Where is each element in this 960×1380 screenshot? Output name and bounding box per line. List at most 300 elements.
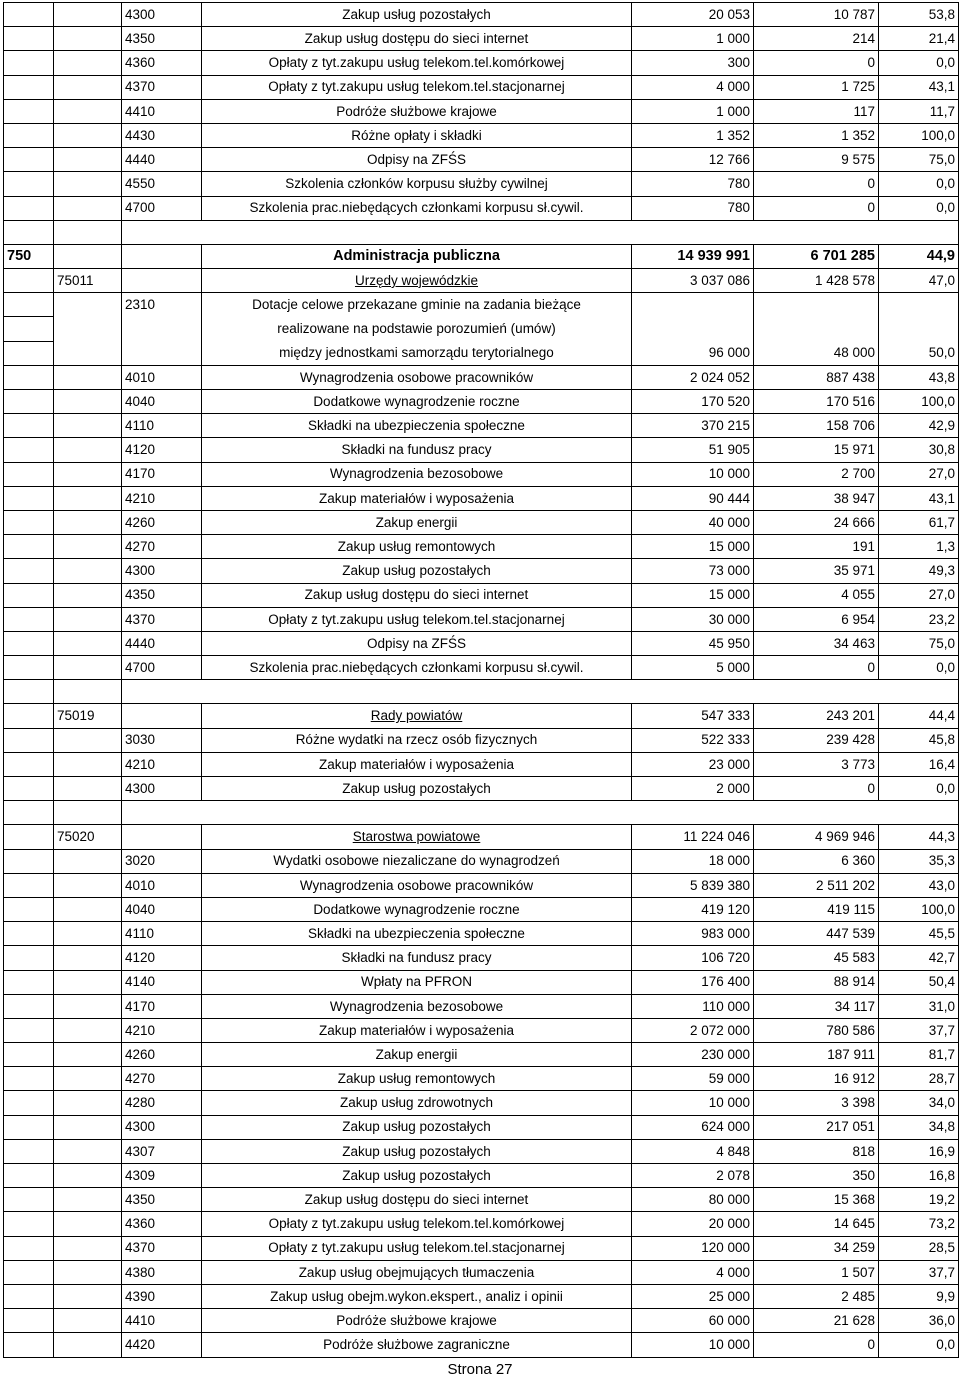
cell-rozdzial (54, 148, 122, 172)
table-row (4, 1067, 959, 1091)
cell-dzial (4, 1115, 54, 1139)
cell-dzial (4, 438, 54, 462)
cell-dzial (4, 1236, 54, 1260)
table-row (4, 970, 959, 994)
cell-rozdzial (54, 1309, 122, 1333)
spacer-row (4, 220, 959, 244)
cell-paragraf: 3020 (122, 849, 202, 873)
cell-pct: 100,0 (879, 123, 959, 147)
cell-rozdzial (54, 946, 122, 970)
table-row (4, 631, 959, 655)
cell-plan: 20 053 (632, 3, 754, 27)
cell-plan: 4 000 (632, 1260, 754, 1284)
spacer-row (4, 801, 959, 825)
cell-paragraf: 4010 (122, 873, 202, 897)
cell-plan: 25 000 (632, 1284, 754, 1308)
cell-plan: 370 215 (632, 414, 754, 438)
cell-paragraf: 4370 (122, 607, 202, 631)
cell-plan: 4 000 (632, 75, 754, 99)
cell-rozdzial (54, 1067, 122, 1091)
cell-paragraf: 4210 (122, 1018, 202, 1042)
cell-paragraf: 4410 (122, 99, 202, 123)
cell-exec: 1 352 (754, 123, 879, 147)
cell-plan: 18 000 (632, 849, 754, 873)
table-row (4, 1188, 959, 1212)
cell-plan: 2 072 000 (632, 1018, 754, 1042)
cell-plan: 1 000 (632, 99, 754, 123)
cell-name: Zakup materiałów i wyposażenia (202, 1018, 632, 1042)
cell-name: Wynagrodzenia osobowe pracowników (202, 365, 632, 389)
cell-rozdzial (54, 607, 122, 631)
cell-paragraf: 4700 (122, 656, 202, 680)
cell-pct: 43,8 (879, 365, 959, 389)
page-footer: Strona 27 (447, 1361, 513, 1378)
cell-exec: 15 368 (754, 1188, 879, 1212)
cell-dzial (4, 293, 54, 317)
table-row (4, 1164, 959, 1188)
cell-exec: 15 971 (754, 438, 879, 462)
cell-pct: 42,9 (879, 414, 959, 438)
cell-plan: 10 000 (632, 1333, 754, 1357)
cell-name: Opłaty z tyt.zakupu usług telekom.tel.komórkowej (202, 51, 632, 75)
cell-dzial (4, 1091, 54, 1115)
table-row (4, 656, 959, 680)
cell-paragraf: 4370 (122, 75, 202, 99)
cell-exec: 48 000 (754, 341, 879, 365)
cell-exec: 3 773 (754, 752, 879, 776)
cell-plan: 4 848 (632, 1139, 754, 1163)
cell-plan: 60 000 (632, 1309, 754, 1333)
cell-paragraf (122, 341, 202, 365)
cell-exec: 0 (754, 1333, 879, 1357)
cell-exec: 34 259 (754, 1236, 879, 1260)
cell-rozdzial (54, 1333, 122, 1357)
cell-rozdzial (54, 631, 122, 655)
cell-exec: 0 (754, 196, 879, 220)
table-row (4, 1309, 959, 1333)
cell-name: Opłaty z tyt.zakupu usług telekom.tel.komórkowej (202, 1212, 632, 1236)
cell-exec (754, 317, 879, 341)
cell-name: Zakup usług zdrowotnych (202, 1091, 632, 1115)
cell-spacer (122, 220, 959, 244)
cell-name: Zakup usług pozostałych (202, 559, 632, 583)
cell-plan: 96 000 (632, 341, 754, 365)
cell-pct: 61,7 (879, 510, 959, 534)
cell-dzial (4, 559, 54, 583)
cell-dzial (4, 1260, 54, 1284)
cell-paragraf: 4300 (122, 3, 202, 27)
cell-rozdzial (54, 390, 122, 414)
cell-exec: 1 725 (754, 75, 879, 99)
cell-dzial (4, 752, 54, 776)
cell-exec (754, 293, 879, 317)
cell-dzial (4, 414, 54, 438)
cell-pct: 47,0 (879, 269, 959, 293)
table-row (4, 172, 959, 196)
cell-dzial (4, 1043, 54, 1067)
cell-plan: 11 224 046 (632, 825, 754, 849)
cell-exec: 0 (754, 777, 879, 801)
cell-exec: 780 586 (754, 1018, 879, 1042)
cell-name: Podróże służbowe krajowe (202, 1309, 632, 1333)
cell-pct: 0,0 (879, 1333, 959, 1357)
cell-paragraf (122, 825, 202, 849)
table-row (4, 946, 959, 970)
cell-pct: 16,9 (879, 1139, 959, 1163)
cell-exec: 2 485 (754, 1284, 879, 1308)
section-row (4, 244, 959, 268)
cell-dzial (4, 462, 54, 486)
cell-paragraf: 4270 (122, 535, 202, 559)
cell-rozdzial (54, 922, 122, 946)
cell-paragraf: 4260 (122, 510, 202, 534)
cell-paragraf: 4350 (122, 27, 202, 51)
cell-plan: 780 (632, 172, 754, 196)
cell-paragraf: 4040 (122, 390, 202, 414)
cell-exec: 16 912 (754, 1067, 879, 1091)
cell-rozdzial (54, 777, 122, 801)
cell-rozdzial (54, 1115, 122, 1139)
cell-plan: 40 000 (632, 510, 754, 534)
cell-paragraf: 4350 (122, 1188, 202, 1212)
cell-exec: 1 507 (754, 1260, 879, 1284)
cell-plan: 300 (632, 51, 754, 75)
cell-rozdzial (54, 3, 122, 27)
table-row (4, 1212, 959, 1236)
cell-rozdzial (54, 244, 122, 268)
cell-name: Opłaty z tyt.zakupu usług telekom.tel.stacjonarnej (202, 607, 632, 631)
table-row (4, 1333, 959, 1357)
cell-plan: 20 000 (632, 1212, 754, 1236)
cell-exec: 9 575 (754, 148, 879, 172)
cell-exec: 0 (754, 656, 879, 680)
cell-dzial (4, 196, 54, 220)
table-row (4, 1236, 959, 1260)
cell-rozdzial (54, 801, 122, 825)
cell-dzial (4, 535, 54, 559)
cell-paragraf: 4360 (122, 1212, 202, 1236)
cell-dzial (4, 123, 54, 147)
cell-plan: 106 720 (632, 946, 754, 970)
cell-dzial (4, 583, 54, 607)
cell-dzial: 750 (4, 244, 54, 268)
cell-name (202, 825, 632, 849)
spacer-row (4, 680, 959, 704)
cell-rozdzial (54, 414, 122, 438)
cell-plan: 15 000 (632, 583, 754, 607)
cell-exec: 243 201 (754, 704, 879, 728)
cell-name: Zakup usług pozostałych (202, 1139, 632, 1163)
cell-exec: 4 055 (754, 583, 879, 607)
cell-dzial (4, 873, 54, 897)
cell-rozdzial (54, 583, 122, 607)
cell-rozdzial (54, 994, 122, 1018)
table-row (4, 123, 959, 147)
cell-pct: 81,7 (879, 1043, 959, 1067)
cell-name: Składki na ubezpieczenia społeczne (202, 922, 632, 946)
table-row (4, 897, 959, 921)
table-row (4, 1284, 959, 1308)
cell-rozdzial (54, 317, 122, 341)
cell-plan: 170 520 (632, 390, 754, 414)
cell-name: realizowane na podstawie porozumień (umów) (202, 317, 632, 341)
cell-pct: 37,7 (879, 1260, 959, 1284)
cell-pct: 1,3 (879, 535, 959, 559)
cell-rozdzial (54, 75, 122, 99)
cell-plan: 2 024 052 (632, 365, 754, 389)
cell-paragraf: 4170 (122, 462, 202, 486)
cell-rozdzial (54, 1091, 122, 1115)
cell-pct: 100,0 (879, 897, 959, 921)
cell-exec: 34 117 (754, 994, 879, 1018)
cell-dzial (4, 607, 54, 631)
cell-dzial (4, 994, 54, 1018)
cell-name-text: Starostwa powiatowe (352, 829, 481, 845)
cell-dzial (4, 970, 54, 994)
table-row (4, 607, 959, 631)
cell-pct: 43,0 (879, 873, 959, 897)
cell-pct: 0,0 (879, 656, 959, 680)
cell-name: Wynagrodzenia osobowe pracowników (202, 873, 632, 897)
cell-dzial (4, 317, 54, 341)
cell-dzial (4, 1018, 54, 1042)
cell-exec: 2 511 202 (754, 873, 879, 897)
cell-rozdzial (54, 1284, 122, 1308)
cell-rozdzial: 75011 (54, 269, 122, 293)
cell-dzial (4, 825, 54, 849)
cell-exec: 447 539 (754, 922, 879, 946)
cell-pct: 0,0 (879, 51, 959, 75)
cell-name: Zakup usług pozostałych (202, 1164, 632, 1188)
cell-dzial (4, 1188, 54, 1212)
cell-name: Składki na fundusz pracy (202, 946, 632, 970)
cell-dzial (4, 148, 54, 172)
cell-paragraf: 4280 (122, 1091, 202, 1115)
cell-exec: 6 954 (754, 607, 879, 631)
cell-dzial (4, 1164, 54, 1188)
table-row (4, 75, 959, 99)
cell-pct: 0,0 (879, 777, 959, 801)
cell-pct: 44,9 (879, 244, 959, 268)
budget-table-body (4, 3, 959, 1358)
cell-dzial (4, 922, 54, 946)
cell-exec: 38 947 (754, 486, 879, 510)
cell-name: Zakup usług obejmujących tłumaczenia (202, 1260, 632, 1284)
cell-pct: 100,0 (879, 390, 959, 414)
cell-exec: 45 583 (754, 946, 879, 970)
cell-plan: 73 000 (632, 559, 754, 583)
cell-pct: 53,8 (879, 3, 959, 27)
cell-paragraf: 4170 (122, 994, 202, 1018)
cell-pct: 50,0 (879, 341, 959, 365)
cell-pct: 9,9 (879, 1284, 959, 1308)
table-row (4, 3, 959, 27)
cell-dzial (4, 75, 54, 99)
cell-pct: 75,0 (879, 631, 959, 655)
cell-exec: 10 787 (754, 3, 879, 27)
cell-paragraf: 4300 (122, 777, 202, 801)
cell-name: Zakup usług remontowych (202, 535, 632, 559)
cell-rozdzial (54, 99, 122, 123)
cell-plan: 624 000 (632, 1115, 754, 1139)
cell-rozdzial (54, 172, 122, 196)
cell-plan: 110 000 (632, 994, 754, 1018)
cell-paragraf: 4210 (122, 486, 202, 510)
cell-rozdzial (54, 535, 122, 559)
cell-pct: 42,7 (879, 946, 959, 970)
cell-rozdzial (54, 752, 122, 776)
table-row (4, 752, 959, 776)
cell-plan (632, 293, 754, 317)
cell-rozdzial (54, 196, 122, 220)
cell-name: Zakup usług dostępu do sieci internet (202, 583, 632, 607)
cell-pct: 45,8 (879, 728, 959, 752)
cell-rozdzial (54, 365, 122, 389)
cell-name: Zakup usług pozostałych (202, 3, 632, 27)
cell-paragraf: 4370 (122, 1236, 202, 1260)
table-row (4, 777, 959, 801)
cell-plan: 5 839 380 (632, 873, 754, 897)
cell-exec: 14 645 (754, 1212, 879, 1236)
cell-paragraf: 4010 (122, 365, 202, 389)
cell-exec: 818 (754, 1139, 879, 1163)
cell-exec: 34 463 (754, 631, 879, 655)
cell-pct: 30,8 (879, 438, 959, 462)
cell-dzial (4, 897, 54, 921)
table-row (4, 317, 959, 341)
cell-rozdzial (54, 293, 122, 317)
cell-dzial (4, 99, 54, 123)
table-row (4, 1043, 959, 1067)
cell-plan: 1 352 (632, 123, 754, 147)
cell-plan: 10 000 (632, 462, 754, 486)
cell-pct: 34,8 (879, 1115, 959, 1139)
cell-plan: 45 950 (632, 631, 754, 655)
table-row (4, 559, 959, 583)
chapter-row (4, 269, 959, 293)
cell-paragraf (122, 244, 202, 268)
cell-dzial (4, 172, 54, 196)
cell-plan: 176 400 (632, 970, 754, 994)
chapter-row (4, 704, 959, 728)
cell-pct: 0,0 (879, 196, 959, 220)
cell-plan: 983 000 (632, 922, 754, 946)
cell-rozdzial (54, 341, 122, 365)
cell-rozdzial (54, 849, 122, 873)
cell-name: Zakup usług remontowych (202, 1067, 632, 1091)
cell-plan: 10 000 (632, 1091, 754, 1115)
cell-name: Administracja publiczna (202, 244, 632, 268)
cell-rozdzial (54, 1139, 122, 1163)
cell-name: między jednostkami samorządu terytorialnego (202, 341, 632, 365)
cell-plan: 23 000 (632, 752, 754, 776)
cell-exec: 24 666 (754, 510, 879, 534)
cell-name: Opłaty z tyt.zakupu usług telekom.tel.stacjonarnej (202, 75, 632, 99)
cell-plan: 12 766 (632, 148, 754, 172)
cell-name: Odpisy na ZFŚS (202, 631, 632, 655)
cell-paragraf: 4210 (122, 752, 202, 776)
cell-pct: 11,7 (879, 99, 959, 123)
cell-name: Wynagrodzenia bezosobowe (202, 462, 632, 486)
cell-plan: 547 333 (632, 704, 754, 728)
cell-paragraf: 4550 (122, 172, 202, 196)
table-row (4, 849, 959, 873)
cell-pct: 28,7 (879, 1067, 959, 1091)
cell-name: Wpłaty na PFRON (202, 970, 632, 994)
cell-exec: 214 (754, 27, 879, 51)
cell-paragraf: 2310 (122, 293, 202, 317)
cell-paragraf: 4350 (122, 583, 202, 607)
cell-paragraf: 4110 (122, 922, 202, 946)
cell-paragraf (122, 269, 202, 293)
cell-paragraf: 4040 (122, 897, 202, 921)
cell-dzial (4, 1333, 54, 1357)
cell-rozdzial (54, 1043, 122, 1067)
cell-pct: 35,3 (879, 849, 959, 873)
cell-pct: 44,3 (879, 825, 959, 849)
table-row (4, 341, 959, 365)
cell-name: Zakup materiałów i wyposażenia (202, 752, 632, 776)
table-row (4, 365, 959, 389)
table-row (4, 922, 959, 946)
cell-dzial (4, 801, 54, 825)
cell-paragraf: 4390 (122, 1284, 202, 1308)
cell-pct: 27,0 (879, 462, 959, 486)
cell-dzial (4, 704, 54, 728)
cell-pct: 21,4 (879, 27, 959, 51)
cell-dzial (4, 365, 54, 389)
cell-name: Wynagrodzenia bezosobowe (202, 994, 632, 1018)
cell-dzial (4, 510, 54, 534)
cell-rozdzial (54, 1260, 122, 1284)
cell-exec: 2 700 (754, 462, 879, 486)
cell-plan (632, 317, 754, 341)
cell-rozdzial (54, 27, 122, 51)
table-row (4, 1115, 959, 1139)
cell-paragraf: 4309 (122, 1164, 202, 1188)
cell-rozdzial: 75020 (54, 825, 122, 849)
cell-name (202, 269, 632, 293)
cell-plan: 522 333 (632, 728, 754, 752)
cell-paragraf: 4120 (122, 946, 202, 970)
cell-pct: 45,5 (879, 922, 959, 946)
cell-dzial (4, 1139, 54, 1163)
table-row (4, 1018, 959, 1042)
cell-name (202, 704, 632, 728)
cell-rozdzial (54, 680, 122, 704)
cell-pct (879, 293, 959, 317)
table-row (4, 728, 959, 752)
cell-name: Opłaty z tyt.zakupu usług telekom.tel.stacjonarnej (202, 1236, 632, 1260)
cell-exec: 187 911 (754, 1043, 879, 1067)
cell-exec: 191 (754, 535, 879, 559)
cell-dzial (4, 1284, 54, 1308)
cell-name: Składki na fundusz pracy (202, 438, 632, 462)
table-row (4, 583, 959, 607)
chapter-row (4, 825, 959, 849)
cell-rozdzial (54, 728, 122, 752)
cell-dzial (4, 220, 54, 244)
cell-dzial (4, 777, 54, 801)
cell-paragraf: 4300 (122, 1115, 202, 1139)
cell-dzial (4, 1212, 54, 1236)
cell-name: Różne opłaty i składki (202, 123, 632, 147)
cell-plan: 80 000 (632, 1188, 754, 1212)
cell-paragraf: 4430 (122, 123, 202, 147)
cell-name: Dotacje celowe przekazane gminie na zadania bieżące (202, 293, 632, 317)
cell-rozdzial (54, 462, 122, 486)
cell-pct: 0,0 (879, 172, 959, 196)
